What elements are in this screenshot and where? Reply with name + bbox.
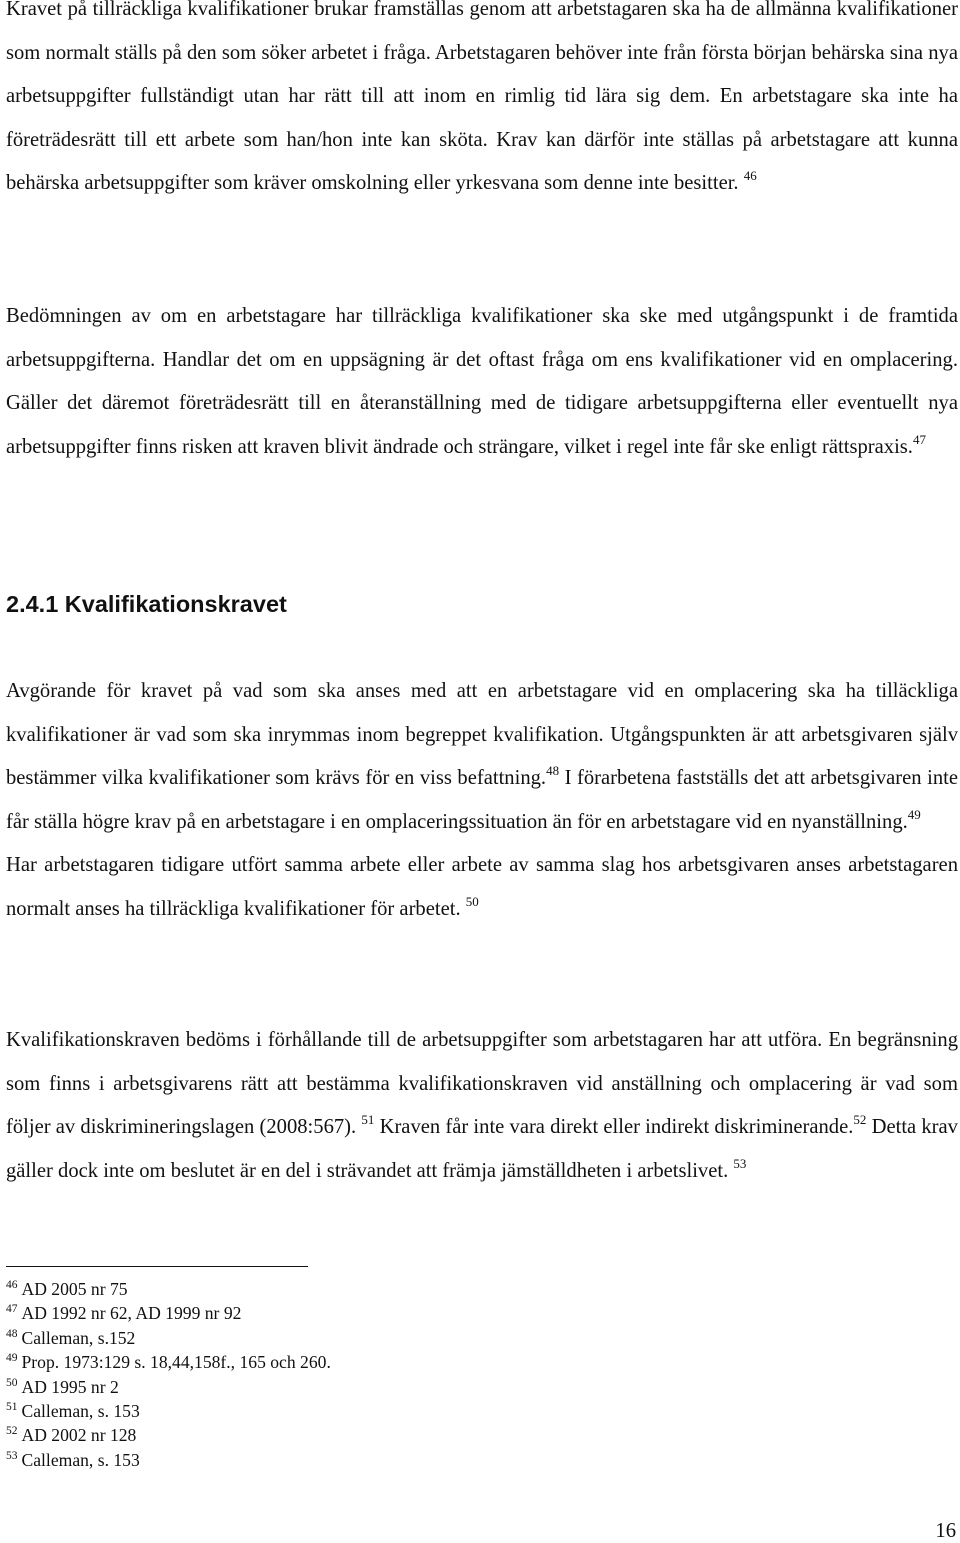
footnote-number: 51 bbox=[6, 1401, 18, 1414]
body-paragraph bbox=[6, 295, 958, 469]
footnote-text: AD 1992 nr 62, AD 1999 nr 92 bbox=[21, 1303, 242, 1324]
footnote-number: 47 bbox=[6, 1303, 18, 1316]
footnote-item bbox=[6, 1448, 331, 1472]
paragraph-text: Bedömningen av om en arbetstagare har tillräckliga kvalifikationer ska ske med utgångspunkt i de framtida arbetsuppgifterna. Handlar det om en uppsägning är det oftast fråga om ens kvalifikationer vid en omplacering. Gäller det däremot företrädesrätt till en återanställning med de tidigare arbetsuppgifterna eller eventuellt nya arbetsuppgifter finns risken att kraven blivit ändrade och strängare, vilket i regel inte får ske enligt rättspraxis. bbox=[6, 305, 958, 458]
footnote-text: Calleman, s. 153 bbox=[21, 1449, 140, 1470]
footnote-text: AD 1995 nr 2 bbox=[21, 1376, 119, 1397]
paragraph-text: Avgörande för kravet på vad som ska anses med att en arbetstagare vid en omplacering ska ha tilläckliga kvalifikationer är vad som ska inrymmas inom begreppet kvalifikation. Utgångspunkten är att arbetsgivaren själv bestämmer vilka kvalifikationer som krävs för en viss befattning. bbox=[6, 680, 958, 790]
body-paragraph bbox=[6, 0, 958, 206]
footnote-text: Prop. 1973:129 s. 18,44,158f., 165 och 260. bbox=[21, 1352, 331, 1373]
footnote-reference[interactable]: 50 bbox=[465, 893, 479, 909]
paragraph-text: I förarbetena fastställs det att arbetsgivaren inte får ställa högre krav på en arbetstagare i en omplaceringssituation än för en arbetstagare vid en nyanställning. bbox=[6, 767, 958, 833]
footnote-reference[interactable]: 53 bbox=[733, 1155, 747, 1171]
paragraph-text: Kravet på tillräckliga kvalifikationer brukar framställas genom att arbetstagaren ska ha de allmänna kvalifikationer som normalt ställs på den som söker arbetet i fråga. Arbetstagaren behöver inte från första början behärska sina nya arbetsuppgifter fullständigt utan har rätt till att inom en rimlig tid lära sig dem. En arbetstagare ska inte ha företrädesrätt till ett arbete som han/hon inte kan sköta. Krav kan därför inte ställas på arbetstagare att kunna behärska arbetsuppgifter som kräver omskolning eller yrkesvana som denne inte besitter. bbox=[6, 0, 958, 195]
footnote-number: 48 bbox=[6, 1327, 18, 1340]
footnote-reference[interactable]: 46 bbox=[743, 168, 757, 184]
footnote-text: AD 2005 nr 75 bbox=[21, 1279, 128, 1299]
footnote-reference[interactable]: 49 bbox=[907, 806, 921, 822]
footnote-text: AD 2002 nr 128 bbox=[21, 1425, 137, 1446]
footnote-reference[interactable]: 48 bbox=[546, 763, 560, 779]
footnote-text: Calleman, s.152 bbox=[21, 1327, 136, 1348]
paragraph-text: Har arbetstagaren tidigare utfört samma arbete eller arbete av samma slag hos arbetsgivaren anses arbetstagaren normalt anses ha tillräckliga kvalifikationer för arbetet. bbox=[6, 854, 958, 920]
paragraph-text: Kvalifikationskraven bedöms i förhållande till de arbetsuppgifter som arbetstagaren har att utföra. En begränsning som finns i arbetsgivarens rätt att bestämma kvalifikationskraven vid anställning och omplacering är vad som följer av diskrimineringslagen (2008:567). bbox=[6, 1029, 958, 1139]
footnote-item bbox=[6, 1423, 331, 1447]
section-heading: 2.4.1 Kvalifikationskravet bbox=[6, 591, 287, 617]
body-paragraph bbox=[6, 1019, 958, 1193]
footnote-number: 52 bbox=[6, 1425, 18, 1438]
footnote-number: 49 bbox=[6, 1352, 18, 1365]
footnote-item bbox=[6, 1326, 331, 1350]
body-paragraph bbox=[6, 670, 958, 932]
footnote-item bbox=[6, 1399, 331, 1423]
footnote-number: 50 bbox=[6, 1376, 18, 1389]
footnote-reference[interactable]: 47 bbox=[912, 431, 926, 447]
paragraph-text: Detta krav gäller dock inte om beslutet är en del i strävandet att främja jämställdheten i arbetslivet. bbox=[6, 1116, 958, 1182]
footnote-reference[interactable]: 52 bbox=[853, 1112, 867, 1128]
footnote-item bbox=[6, 1350, 331, 1374]
page-number: 16 bbox=[935, 1520, 956, 1542]
footnote-number: 46 bbox=[6, 1279, 18, 1291]
footnote-item bbox=[6, 1301, 331, 1325]
footnote-number: 53 bbox=[6, 1449, 18, 1462]
footnote-divider bbox=[6, 1266, 308, 1267]
footnote-reference[interactable]: 51 bbox=[361, 1112, 375, 1128]
footnote-list bbox=[6, 1277, 331, 1472]
footnote-item bbox=[6, 1375, 331, 1399]
paragraph-text: Kraven får inte vara direkt eller indirekt diskriminerande. bbox=[374, 1116, 854, 1139]
footnote-text: Calleman, s. 153 bbox=[21, 1401, 140, 1422]
footnote-item bbox=[6, 1277, 331, 1301]
